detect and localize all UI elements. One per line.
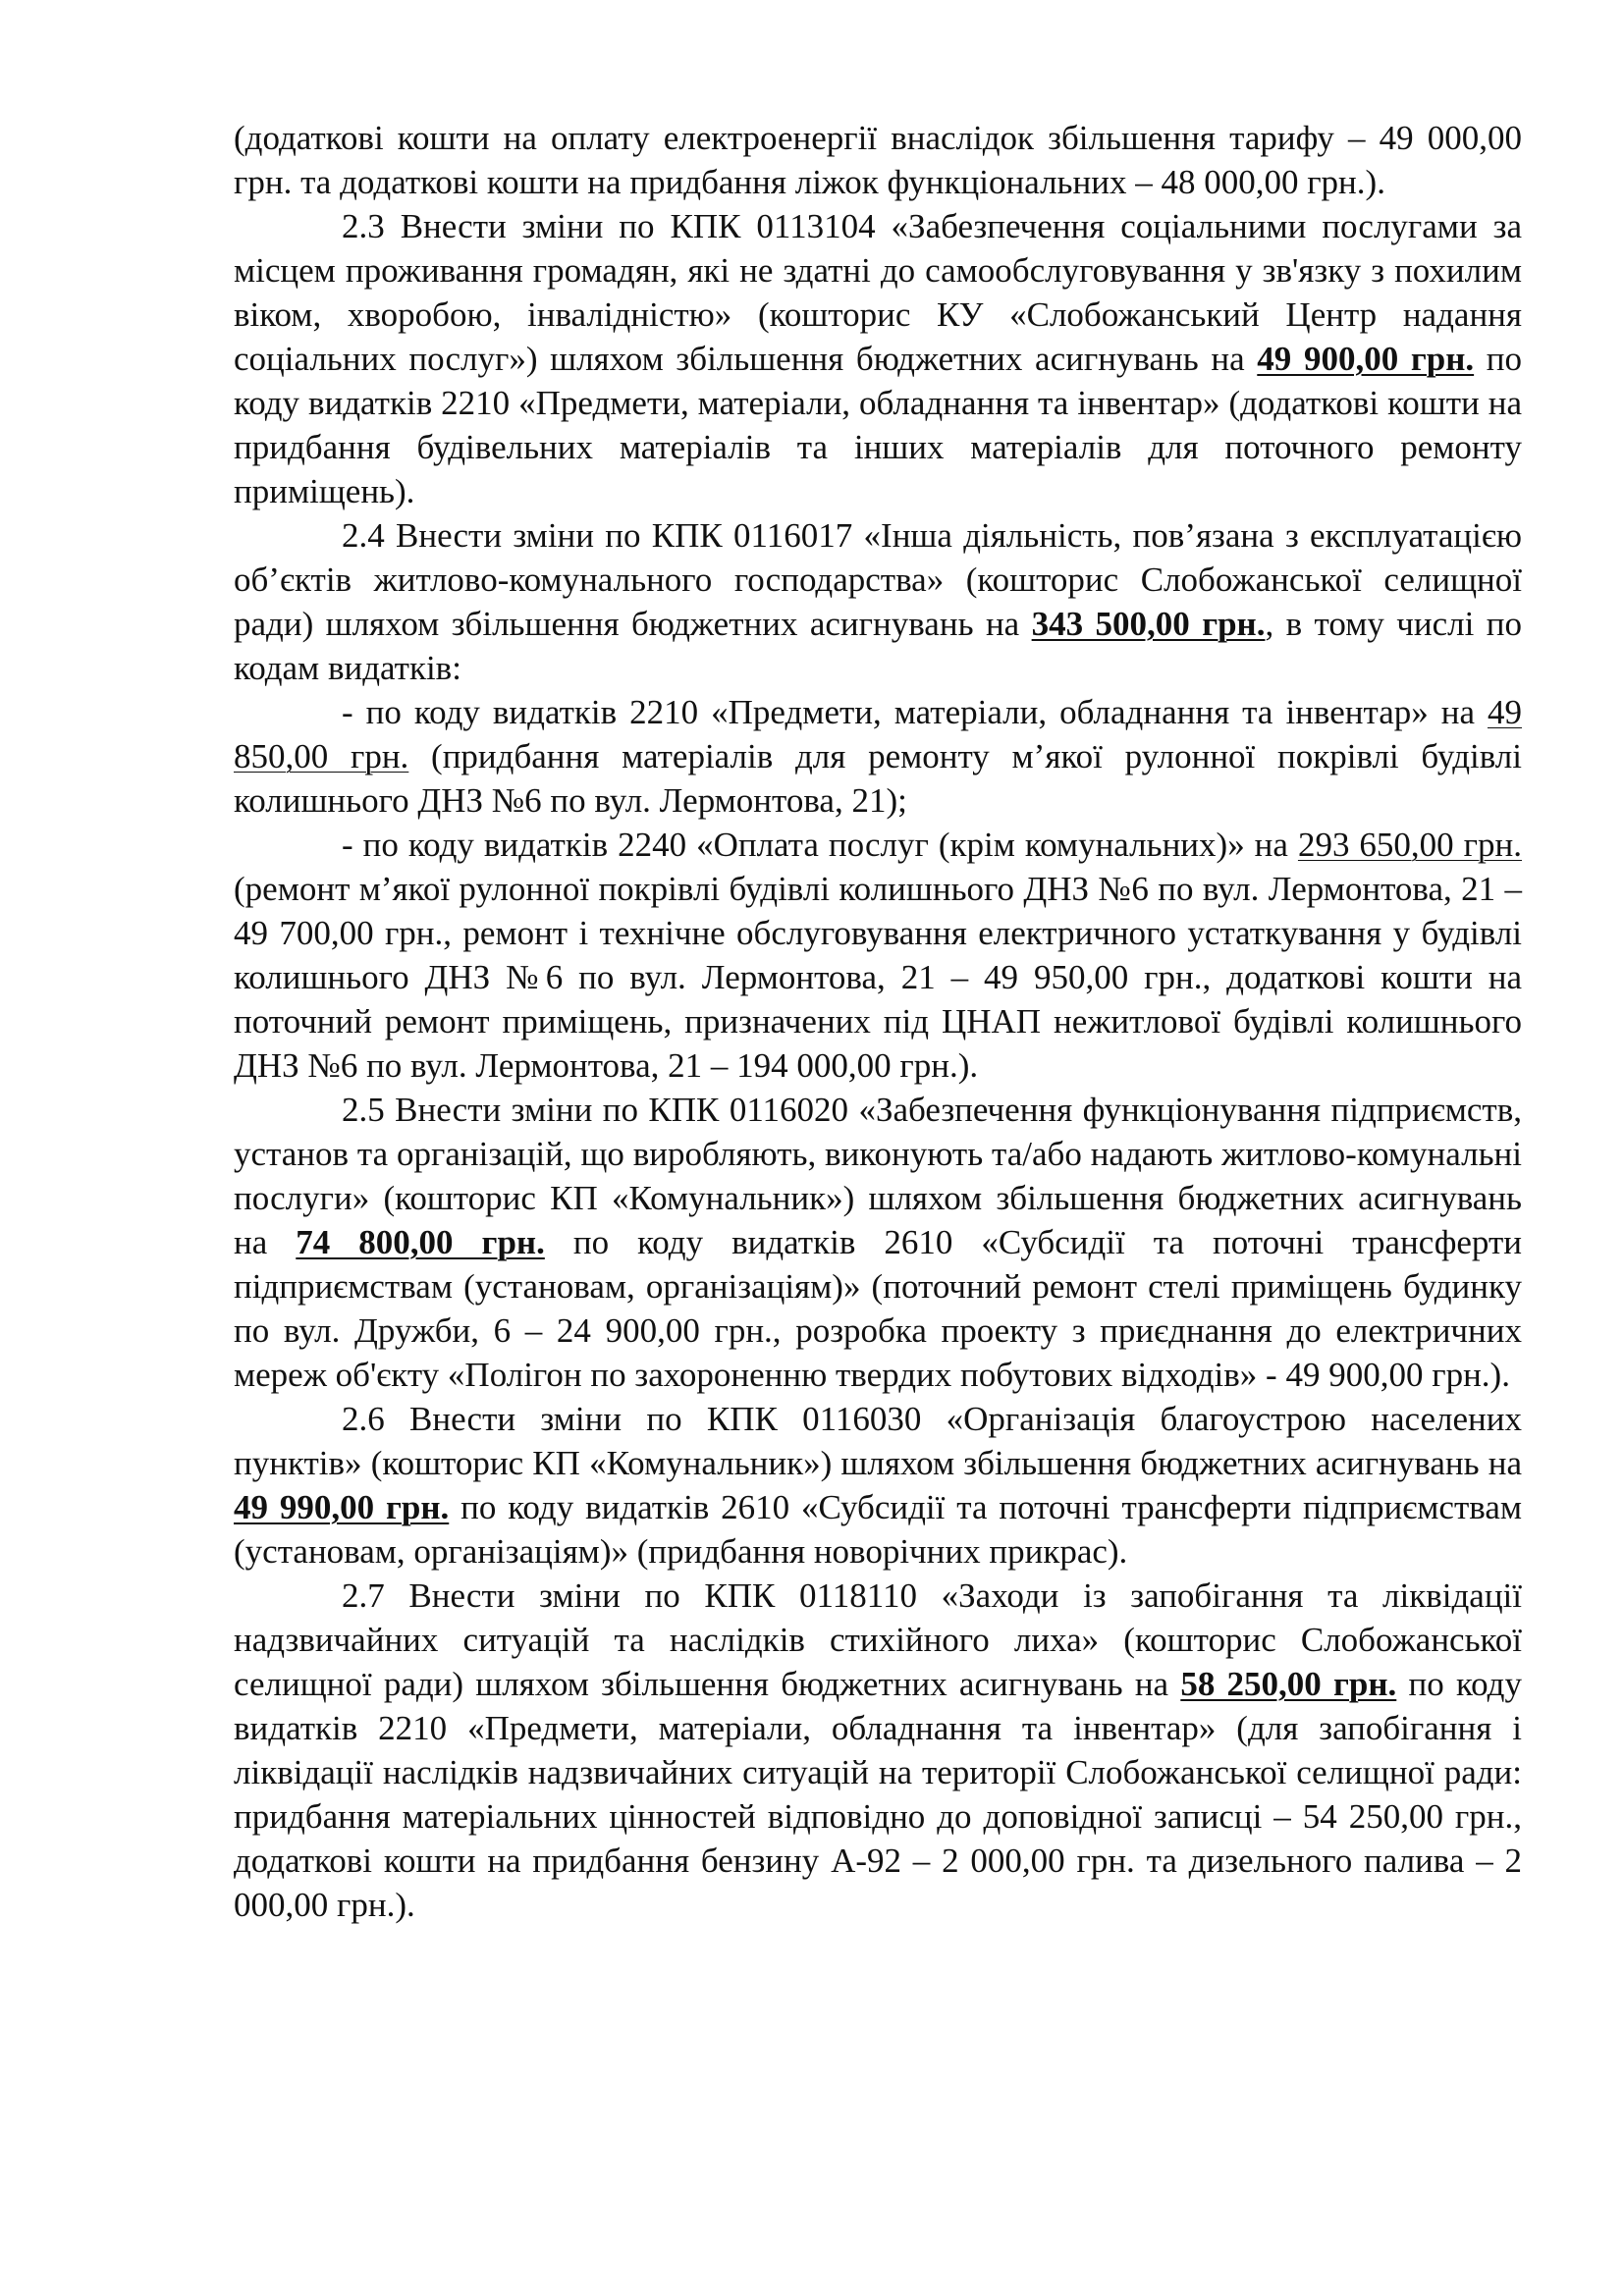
paragraph-text: 2.6 Внести зміни по КПК 0116030 «Організація благоустрою населених пунктів» (кошторис КП «Комунальник») шляхом збільшення бюджетних асигнувань на	[234, 1400, 1522, 1482]
paragraph-text: по коду видатків 2210 «Предмети, матеріали, обладнання та інвентар» (додаткові кошти на придбання будівельних матеріалів та інших матеріалів для поточного ремонту приміщень).	[234, 340, 1523, 510]
paragraph-2-4	[234, 513, 1522, 690]
paragraph-text: по коду видатків 2610 «Субсидії та поточні трансферти підприємствам (установам, організаціям)» (придбання новорічних прикрас).	[234, 1488, 1522, 1571]
paragraph-2-6	[234, 1397, 1522, 1574]
paragraph-continuation	[234, 116, 1522, 204]
document-page	[234, 116, 1522, 1927]
paragraph-2-3	[234, 204, 1522, 513]
paragraph-text: по коду видатків 2210 «Предмети, матеріали, обладнання та інвентар» (для запобігання і ліквідації наслідків надзвичайних ситуацій на території Слобожанської селищної ради: придбання матеріальних цінностей відповідно до доповідної записці – 54 250,00 грн., додаткові кошти на придбання бензину А-92 – 2 000,00 грн. та дизельного палива – 2 000,00 грн.).	[234, 1665, 1522, 1924]
paragraph-2-4-item-2210	[234, 690, 1522, 823]
paragraph-text: 2.4 Внести зміни по КПК 0116017 «Інша діяльність, пов’язана з експлуатацією об’єктів житлово-комунального господарства» (кошторис Слобожанської селищної ради) шляхом збільшення бюджетних асигнувань на	[234, 516, 1522, 643]
paragraph-text: (додаткові кошти на оплату електроенергії внаслідок збільшення тарифу – 49 000,00 грн. та додаткові кошти на придбання ліжок функціональних – 48 000,00 грн.).	[234, 119, 1522, 201]
amount-highlight: 58 250,00 грн.	[1180, 1665, 1397, 1703]
paragraph-2-7	[234, 1574, 1522, 1927]
amount-highlight: 49 990,00 грн.	[234, 1488, 450, 1526]
paragraph-2-4-item-2240	[234, 823, 1522, 1088]
paragraph-2-5	[234, 1088, 1522, 1397]
paragraph-text: 2.3 Внести зміни по КПК 0113104 «Забезпечення соціальними послугами за місцем проживання громадян, які не здатні до самообслуговування у зв'язку з похилим віком, хворобою, інвалідністю» (кошторис КУ «Слобожанський Центр надання соціальних послуг») шляхом збільшення бюджетних асигнувань на	[234, 207, 1522, 378]
amount-highlight: 343 500,00 грн.	[1031, 605, 1266, 643]
paragraph-text: 2.5 Внести зміни по КПК 0116020 «Забезпечення функціонування підприємств, установ та організацій, що виробляють, виконують та/або надають житлово-комунальні послуги» (кошторис КП «Комунальник») шляхом збільшення бюджетних асигнувань на	[234, 1091, 1522, 1261]
amount-underlined: 293 650,00 грн.	[1297, 826, 1522, 864]
paragraph-text: 2.7 Внести зміни по КПК 0118110 «Заходи із запобігання та ліквідації надзвичайних ситуацій та наслідків стихійного лиха» (кошторис Слобожанської селищної ради) шляхом збільшення бюджетних асигнувань на	[234, 1576, 1522, 1703]
amount-highlight: 49 900,00 грн.	[1257, 340, 1475, 378]
amount-highlight: 74 800,00 грн.	[296, 1223, 545, 1261]
paragraph-text: (ремонт м’якої рулонної покрівлі будівлі колишнього ДНЗ №6 по вул. Лермонтова, 21 – 49 700,00 грн., ремонт і технічне обслуговування електричного устаткування у будівлі колишнього ДНЗ №6 по вул. Лермонтова, 21 – 49 950,00 грн., додаткові кошти на поточний ремонт приміщень, призначених під ЦНАП нежитлової будівлі колишнього ДНЗ №6 по вул. Лермонтова, 21 – 194 000,00 грн.).	[234, 870, 1522, 1085]
paragraph-text: (придбання матеріалів для ремонту м’якої рулонної покрівлі будівлі колишнього ДНЗ №6 по вул. Лермонтова, 21);	[234, 737, 1522, 820]
paragraph-text: по коду видатків 2610 «Субсидії та поточні трансферти підприємствам (установам, організаціям)» (поточний ремонт стелі приміщень будинку по вул. Дружби, 6 – 24 900,00 грн., розробка проекту з приєднання до електричних мереж об'єкту «Полігон по захороненню твердих побутових відходів» - 49 900,00 грн.).	[234, 1223, 1522, 1394]
amount-underlined: 49 850,00 грн.	[234, 693, 1522, 775]
paragraph-text: - по коду видатків 2210 «Предмети, матеріали, обладнання та інвентар» на	[342, 693, 1488, 731]
paragraph-text: , в тому числі по кодам видатків:	[234, 605, 1522, 687]
paragraph-text: - по коду видатків 2240 «Оплата послуг (крім комунальних)» на	[342, 826, 1298, 864]
